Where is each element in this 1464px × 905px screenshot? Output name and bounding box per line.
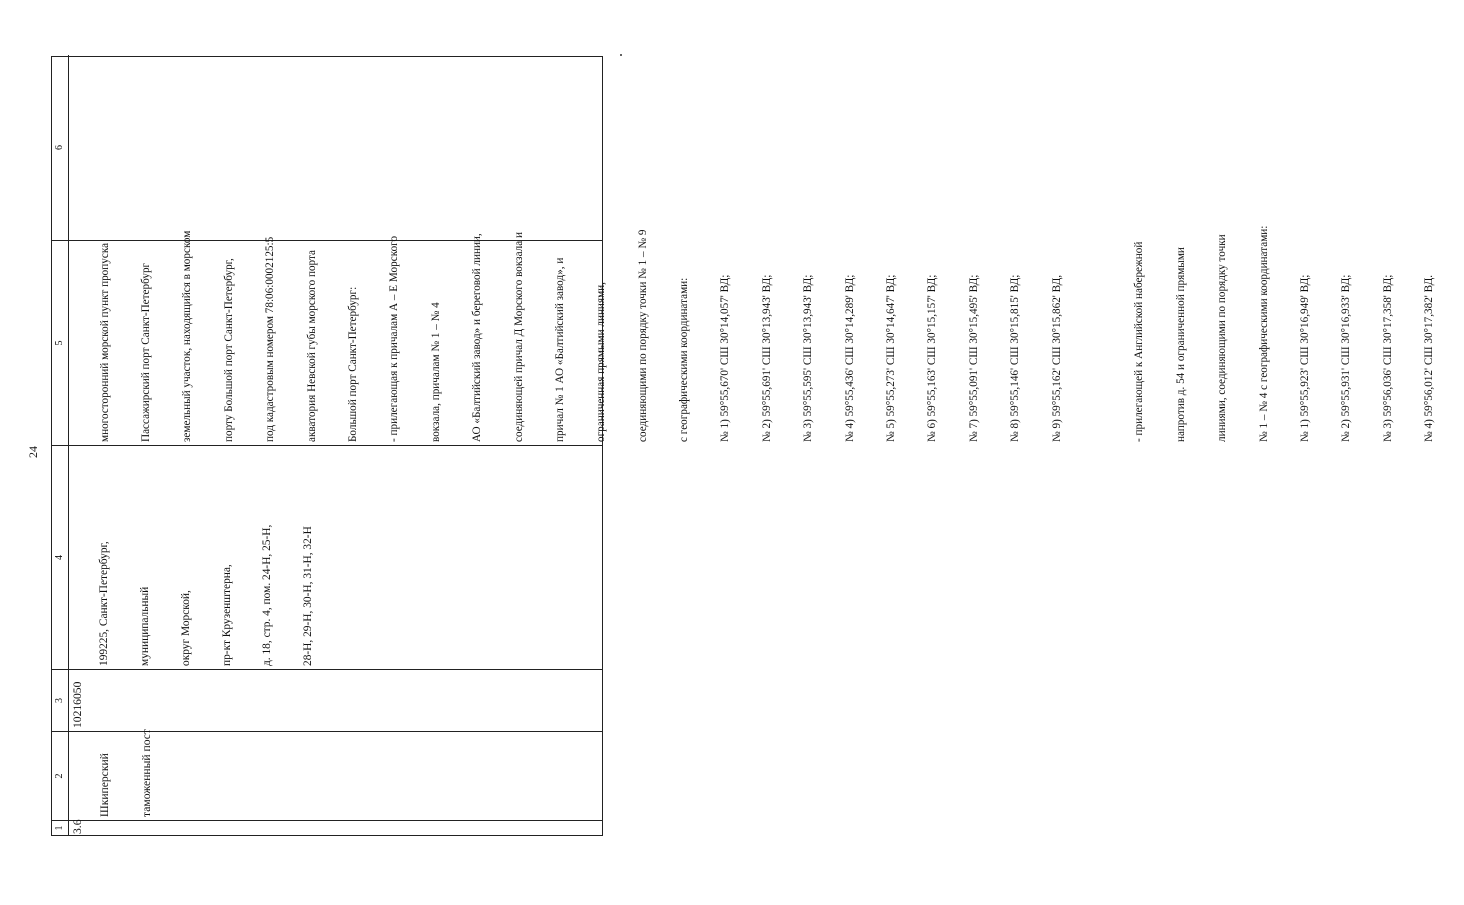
post-name-line: таможенный пост bbox=[139, 728, 153, 817]
checkpoint-table bbox=[51, 56, 1436, 836]
column-address bbox=[52, 445, 602, 669]
description-line: линиями, соединяющими по порядку точки bbox=[1216, 234, 1229, 442]
column-name bbox=[52, 728, 602, 820]
description-cell bbox=[71, 225, 1464, 442]
coordinate-line: № 5) 59°55,273' СШ 30°14,647' ВД; bbox=[885, 274, 898, 442]
header-col-1: 1 bbox=[52, 821, 69, 835]
description-line: - прилегающей к Английской набережной bbox=[1133, 241, 1146, 442]
post-code-cell: 10216050 bbox=[71, 681, 84, 728]
description-line: причал № 1 АО «Балтийский завод», и bbox=[553, 257, 566, 442]
row-number-cell: 3.6 bbox=[71, 819, 84, 834]
header-col-4: 4 bbox=[52, 446, 69, 669]
description-line: ограниченная прямыми линиями, bbox=[595, 282, 608, 442]
post-name-line: Шкиперский bbox=[98, 753, 112, 817]
description-line: акватория Невской губы морского порта bbox=[305, 250, 318, 442]
header-col-3: 3 bbox=[52, 670, 69, 731]
description-line: с географическими координатами: bbox=[678, 277, 691, 442]
coordinate-line: № 3) 59°55,595' СШ 30°13,943' ВД; bbox=[802, 274, 815, 442]
post-name-cell bbox=[71, 728, 181, 817]
address-line: д. 18, стр. 4, пом. 24-Н, 25-Н, bbox=[261, 524, 274, 666]
coordinate-line: № 6) 59°55,163' СШ 30°15,157' ВД; bbox=[926, 274, 939, 442]
column-number bbox=[52, 820, 602, 835]
coordinate-line: № 1) 59°55,670' СШ 30°14,057' ВД; bbox=[719, 274, 732, 442]
header-col-2: 2 bbox=[52, 732, 69, 820]
description-line: вокзала, причалам № 1 – № 4 bbox=[429, 302, 442, 442]
address-line: округ Морской, bbox=[179, 590, 192, 666]
column-description bbox=[52, 225, 1436, 445]
description-line: напротив д. 54 и ограниченной прямыми bbox=[1174, 247, 1187, 442]
header-col-5: 5 bbox=[52, 241, 69, 445]
description-line bbox=[1092, 244, 1106, 442]
address-cell bbox=[71, 449, 343, 666]
description-line: соединяющей причал Д Морского вокзала и bbox=[512, 232, 525, 442]
coordinate-line: № 2) 59°55,931' СШ 30°16,933' ВД; bbox=[1340, 274, 1353, 442]
header-col-6: 6 bbox=[52, 55, 69, 240]
address-line: 199225, Санкт-Петербург, bbox=[98, 541, 111, 666]
description-line: Пассажирский порт Санкт-Петербург bbox=[139, 262, 152, 442]
coordinate-line: № 4) 59°55,436' СШ 30°14,289' ВД; bbox=[843, 274, 856, 442]
description-line: многосторонний морской пункт пропуска bbox=[98, 242, 111, 442]
coordinate-line: № 9) 59°55,162' СШ 30°15,862' ВД, bbox=[1050, 274, 1063, 442]
description-line: порту Большой порт Санкт-Петербург, bbox=[222, 258, 235, 442]
address-line: пр-кт Крузенштерна, bbox=[220, 564, 233, 666]
coordinate-line: № 8) 59°55,146' СШ 30°15,815' ВД; bbox=[1009, 274, 1022, 442]
column-code bbox=[52, 669, 602, 731]
column-notes bbox=[52, 55, 602, 240]
address-line: 28-Н, 29-Н, 30-Н, 31-Н, 32-Н bbox=[302, 526, 315, 666]
description-line: соединяющими по порядку точки № 1 – № 9 bbox=[636, 229, 649, 442]
description-line: № 1 – № 4 с географическими координатами: bbox=[1257, 225, 1270, 442]
coordinate-line: № 7) 59°55,091' СШ 30°15,495' ВД; bbox=[967, 274, 980, 442]
coordinate-line: № 2) 59°55,691' СШ 30°13,943' ВД; bbox=[760, 274, 773, 442]
description-line: земельный участок, находящийся в морском bbox=[181, 230, 194, 442]
page-number: 24 bbox=[26, 446, 40, 458]
coordinate-line: № 3) 59°56,036' СШ 30°17,358' ВД; bbox=[1381, 274, 1394, 442]
description-line: АО «Балтийский завод» и береговой линии, bbox=[471, 233, 484, 442]
description-line: Большой порт Санкт-Петербург: bbox=[346, 286, 359, 442]
address-line: муниципальный bbox=[138, 586, 151, 666]
coordinate-line: № 4) 59°56,012' СШ 30°17,382' ВД. bbox=[1423, 274, 1436, 442]
description-line: - прилегающая к причалам А – Е Морского bbox=[388, 235, 401, 442]
description-line: под кадастровым номером 78:06:0002125:5 bbox=[264, 236, 277, 442]
coordinate-line: № 1) 59°55,923' СШ 30°16,949' ВД; bbox=[1298, 274, 1311, 442]
